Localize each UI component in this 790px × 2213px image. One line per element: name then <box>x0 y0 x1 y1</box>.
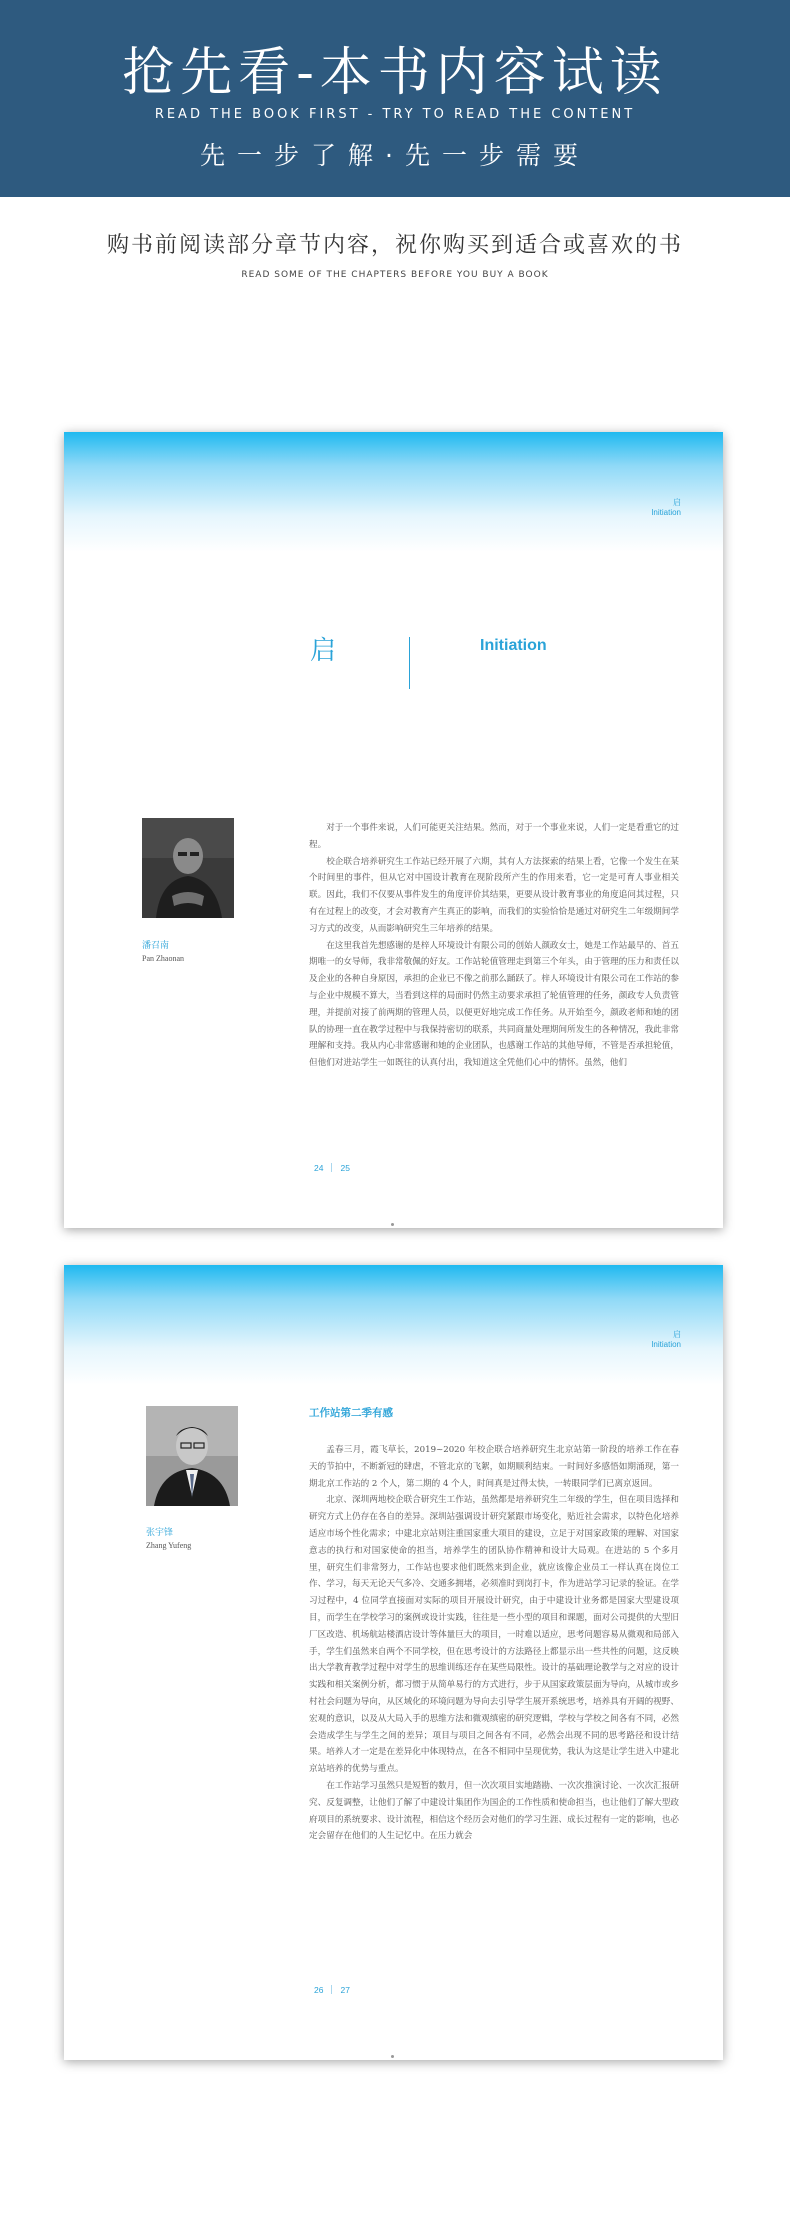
banner-subtitle: READ THE BOOK FIRST - TRY TO READ THE CONTENT <box>154 107 636 122</box>
chapter-title-cn: 启 <box>310 636 337 666</box>
author-name-en: Pan Zhaonan <box>142 954 184 963</box>
header-banner <box>0 0 790 197</box>
chapter-title-en: Initiation <box>480 637 547 654</box>
author-name-cn: 张宇锋 <box>146 1528 174 1538</box>
paragraph: 北京、深圳两地校企联合研究生工作站，虽然都是培养研究生二年级的学生，但在项目选择和研究方式上仍存在各自的差异。深圳站强调设计研究紧跟市场变化，贴近社会需求，以特色化培养适应市场个性化需求；中建北京站则注重国家重大项目的建设，立足于对国家政策的理解、对国家意志的执行和对国家使命的担当，培养学生的团队协作精神和设计大局观。在进站的 5 个多月里，研究生们非常努力，工作站也要求他们既然来到企业，就应该像企业员工一样认真在岗位工作、学习，每天无论天气多冷、交通多拥堵，必须准时到岗打卡，作为进站学习记录的验证。在学习过程中，4 位同学直接面对实际的项目开展设计研究，由于中建设计业务都是国家大型建设项目，而学生在学校学习的案例或设计实践，往往是一些小型的项目和课题，面对公司提供的大型旧厂区改造、机场航站楼酒店设计等体量巨大的项目，一时难以适应，思考问题容易从微观和局部入手，学生们虽然来自两个不同学校，但在思考设计的方法路径上都显示出一些共性的问题，这反映出大学教育教学过程中对学生的思维训练还存在某些局限性。设计的基础理论教学与之对应的设计实践和相关案例分析，都习惯于从简单易行的方式进行，步于从国家政策层面为导向，从城市或乡村社会问题为导向，从区域化的环境问题为导向去引导学生展开系统思考，培养具有开阔的视野、宏观的意识，以及从大局入手的思维方法和微观缜密的研究逻辑，学校与学校之间各有不同，必然会造成学生与学生之间的差异；项目与项目之间各有不同，必然会出现不同的思考路径和设计结果。培养人才一定是在差异化中体现特点，在各不相同中呈现优势，我认为这是让学生进入中建北京站培养的优势与重点。 <box>309 1495 679 1775</box>
article-body <box>309 820 679 1072</box>
article-body <box>309 1442 679 1845</box>
intro-subheading: READ SOME OF THE CHAPTERS BEFORE YOU BUY A BOOK <box>241 270 549 280</box>
page-number-right: 25 <box>340 1163 350 1173</box>
section-title: 工作站第二季有感 <box>309 1407 393 1419</box>
page-number-left: 26 <box>314 1985 324 1995</box>
page-numbers <box>314 1985 350 1995</box>
paragraph: 校企联合培养研究生工作站已经开展了六期，其有人方法探索的结果上看，它像一个发生在某个时间里的事件，但从它对中国设计教育在现阶段所产生的作用来看，它一定是可育人事业相关联。因此，我们不仅要从事件发生的角度评价其结果，更要从设计教育事业的角度追问其过程，只有在过程上的改变，才会对教育产生真正的影响，而我们的实验恰恰是通过对研究生二年级期间学习方式的改变，从而影响研究生三年培养的结果。 <box>309 856 679 934</box>
intro-heading: 购书前阅读部分章节内容，祝你购买到适合或喜欢的书 <box>106 233 683 258</box>
author-name-en: Zhang Yufeng <box>146 1541 192 1550</box>
paragraph: 孟春三月，霞飞草长，2019~2020 年校企联合培养研究生北京站第一阶段的培养工作在春天的节拍中，不断新冠的肆虐，不管北京的飞絮，如期顺利结束。一时间好多感悟如期涌现，第一期北京工作站的 2 个人，第二期的 4 个人，时间真是过得太快，一转眼同学们已离京返回。 <box>309 1445 679 1489</box>
spine-dot <box>391 1223 394 1226</box>
author-photo <box>142 818 234 918</box>
page-number-divider <box>331 1163 332 1172</box>
page-corner-label: 启 Initiation <box>651 1330 681 1349</box>
spine-dot <box>391 2055 394 2058</box>
book-spread-2 <box>64 1265 723 2060</box>
paragraph: 对于一个事件来说，人们可能更关注结果。然而，对于一个事业来说，人们一定是看重它的过程。 <box>309 823 679 850</box>
page-number-right: 27 <box>340 1985 350 1995</box>
page-numbers <box>314 1163 350 1173</box>
page-corner-label: 启 Initiation <box>651 498 681 517</box>
page-header-gradient <box>64 1265 723 1385</box>
paragraph: 在这里我首先想感谢的是梓人环境设计有限公司的创始人颜政女士，她是工作站最早的、首五期唯一的女导师，我非常敬佩的好友。工作站轮值管理走到第三个年头，由于管理的压力和责任以及企业的各种自身原因，承担的企业已不像之前那么踊跃了。梓人环境设计有限公司在工作站的参与企业中规模不算大，当看到这样的局面时仍然主动要求承担了轮值管理的任务，颜政专人负责管理，并提前对接了前两期的管理人员，以便更好地完成工作任务。从开始至今，颜政老师和她的团队的协理一直在教学过程中与我保持密切的联系，共同商量处理期间所发生的各种情况，我此非常理解和支持。我从内心非常感谢和她的企业团队，也感谢工作站的其他导师，不管是否承担轮值，但他们对进站学生一如既往的认真付出，我知道这全凭他们心中的情怀。虽然，他们 <box>309 940 679 1069</box>
banner-title: 抢先看-本书内容试读 <box>122 43 668 103</box>
book-spread-1 <box>64 432 723 1228</box>
author-name-cn: 潘召南 <box>142 941 170 951</box>
page-header-gradient <box>64 432 723 552</box>
page-number-divider <box>331 1985 332 1994</box>
banner-slogan: 先一步了解·先一步需要 <box>200 141 590 170</box>
author-photo <box>146 1406 238 1506</box>
chapter-divider <box>409 637 410 689</box>
paragraph: 在工作站学习虽然只是短暂的数月，但一次次项目实地踏勘、一次次推演讨论、一次次汇报研究、反复调整，让他们了解了中建设计集团作为国企的工作性质和使命担当，也让他们了解大型政府项目的系统要求、设计流程，相信这个经历会对他们的学习生涯、成长过程有一定的影响，也必定会留存在他们的人生记忆中。在压力就会 <box>309 1780 679 1842</box>
page-number-left: 24 <box>314 1163 324 1173</box>
